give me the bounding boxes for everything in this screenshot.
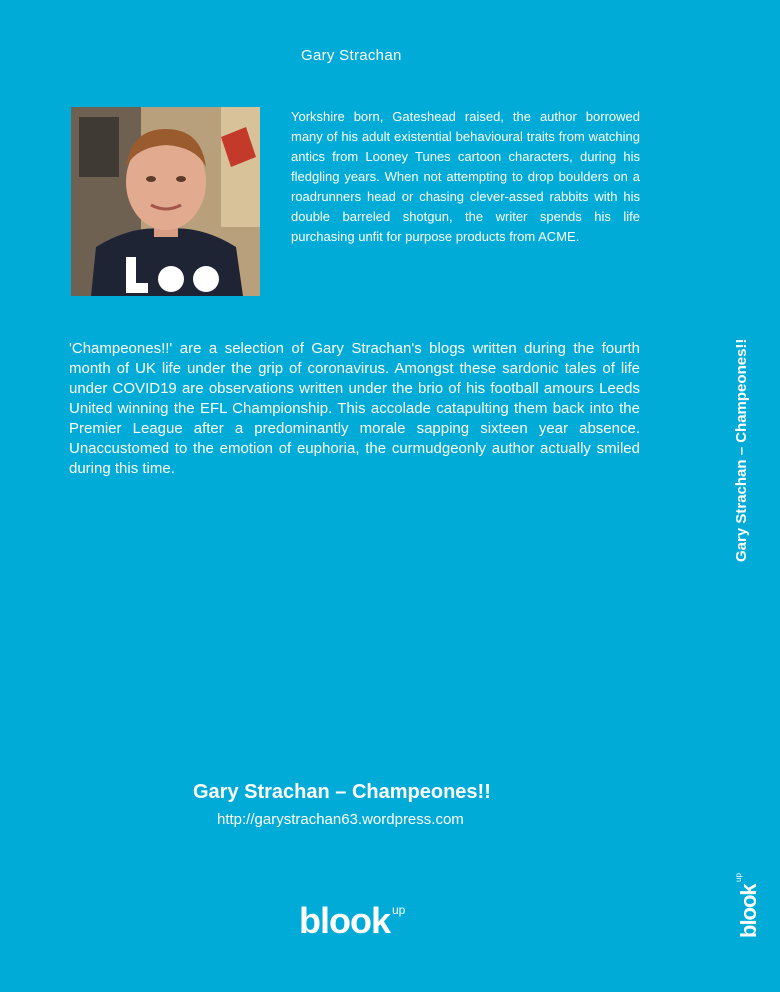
publisher-logo [299,900,406,942]
spine-publisher-superscript: up [734,873,743,882]
spine-publisher-logo [734,873,762,938]
book-title: Gary Strachan – Champeones!! [193,781,491,803]
publisher-superscript: up [392,903,406,917]
spine-publisher-name: blook [736,884,761,938]
author-bio: Yorkshire born, Gateshead raised, the author borrowed many of his adult existential behavioural traits from watching antics from Looney Tunes cartoon characters, during his fledgling years. When not attempting to drop boulders on a roadrunners head or chasing clever-assed rabbits with his double barreled shotgun, the writer spends his life purchasing unfit for purpose products from ACME. [291,109,640,244]
author-name: Gary Strachan [301,47,402,64]
spine-title: Gary Strachan – Champeones!! [733,338,750,562]
publisher-name: blook [299,900,390,941]
author-photo [71,107,260,296]
book-blurb: 'Champeones!!' are a selection of Gary Strachan's blogs written during the fourth month of UK life under the grip of coronavirus. Amongst these sardonic tales of life under COVID19 are observations written under the brio of his football amours Leeds United winning the EFL Championship. This accolade catapulting them back into the Premier League after a predominantly morale sapping sixteen year absence. Unaccustomed to the emotion of euphoria, the curmudgeonly author actually smiled during this time. [69,340,640,477]
author-url: http://garystrachan63.wordpress.com [217,811,464,828]
